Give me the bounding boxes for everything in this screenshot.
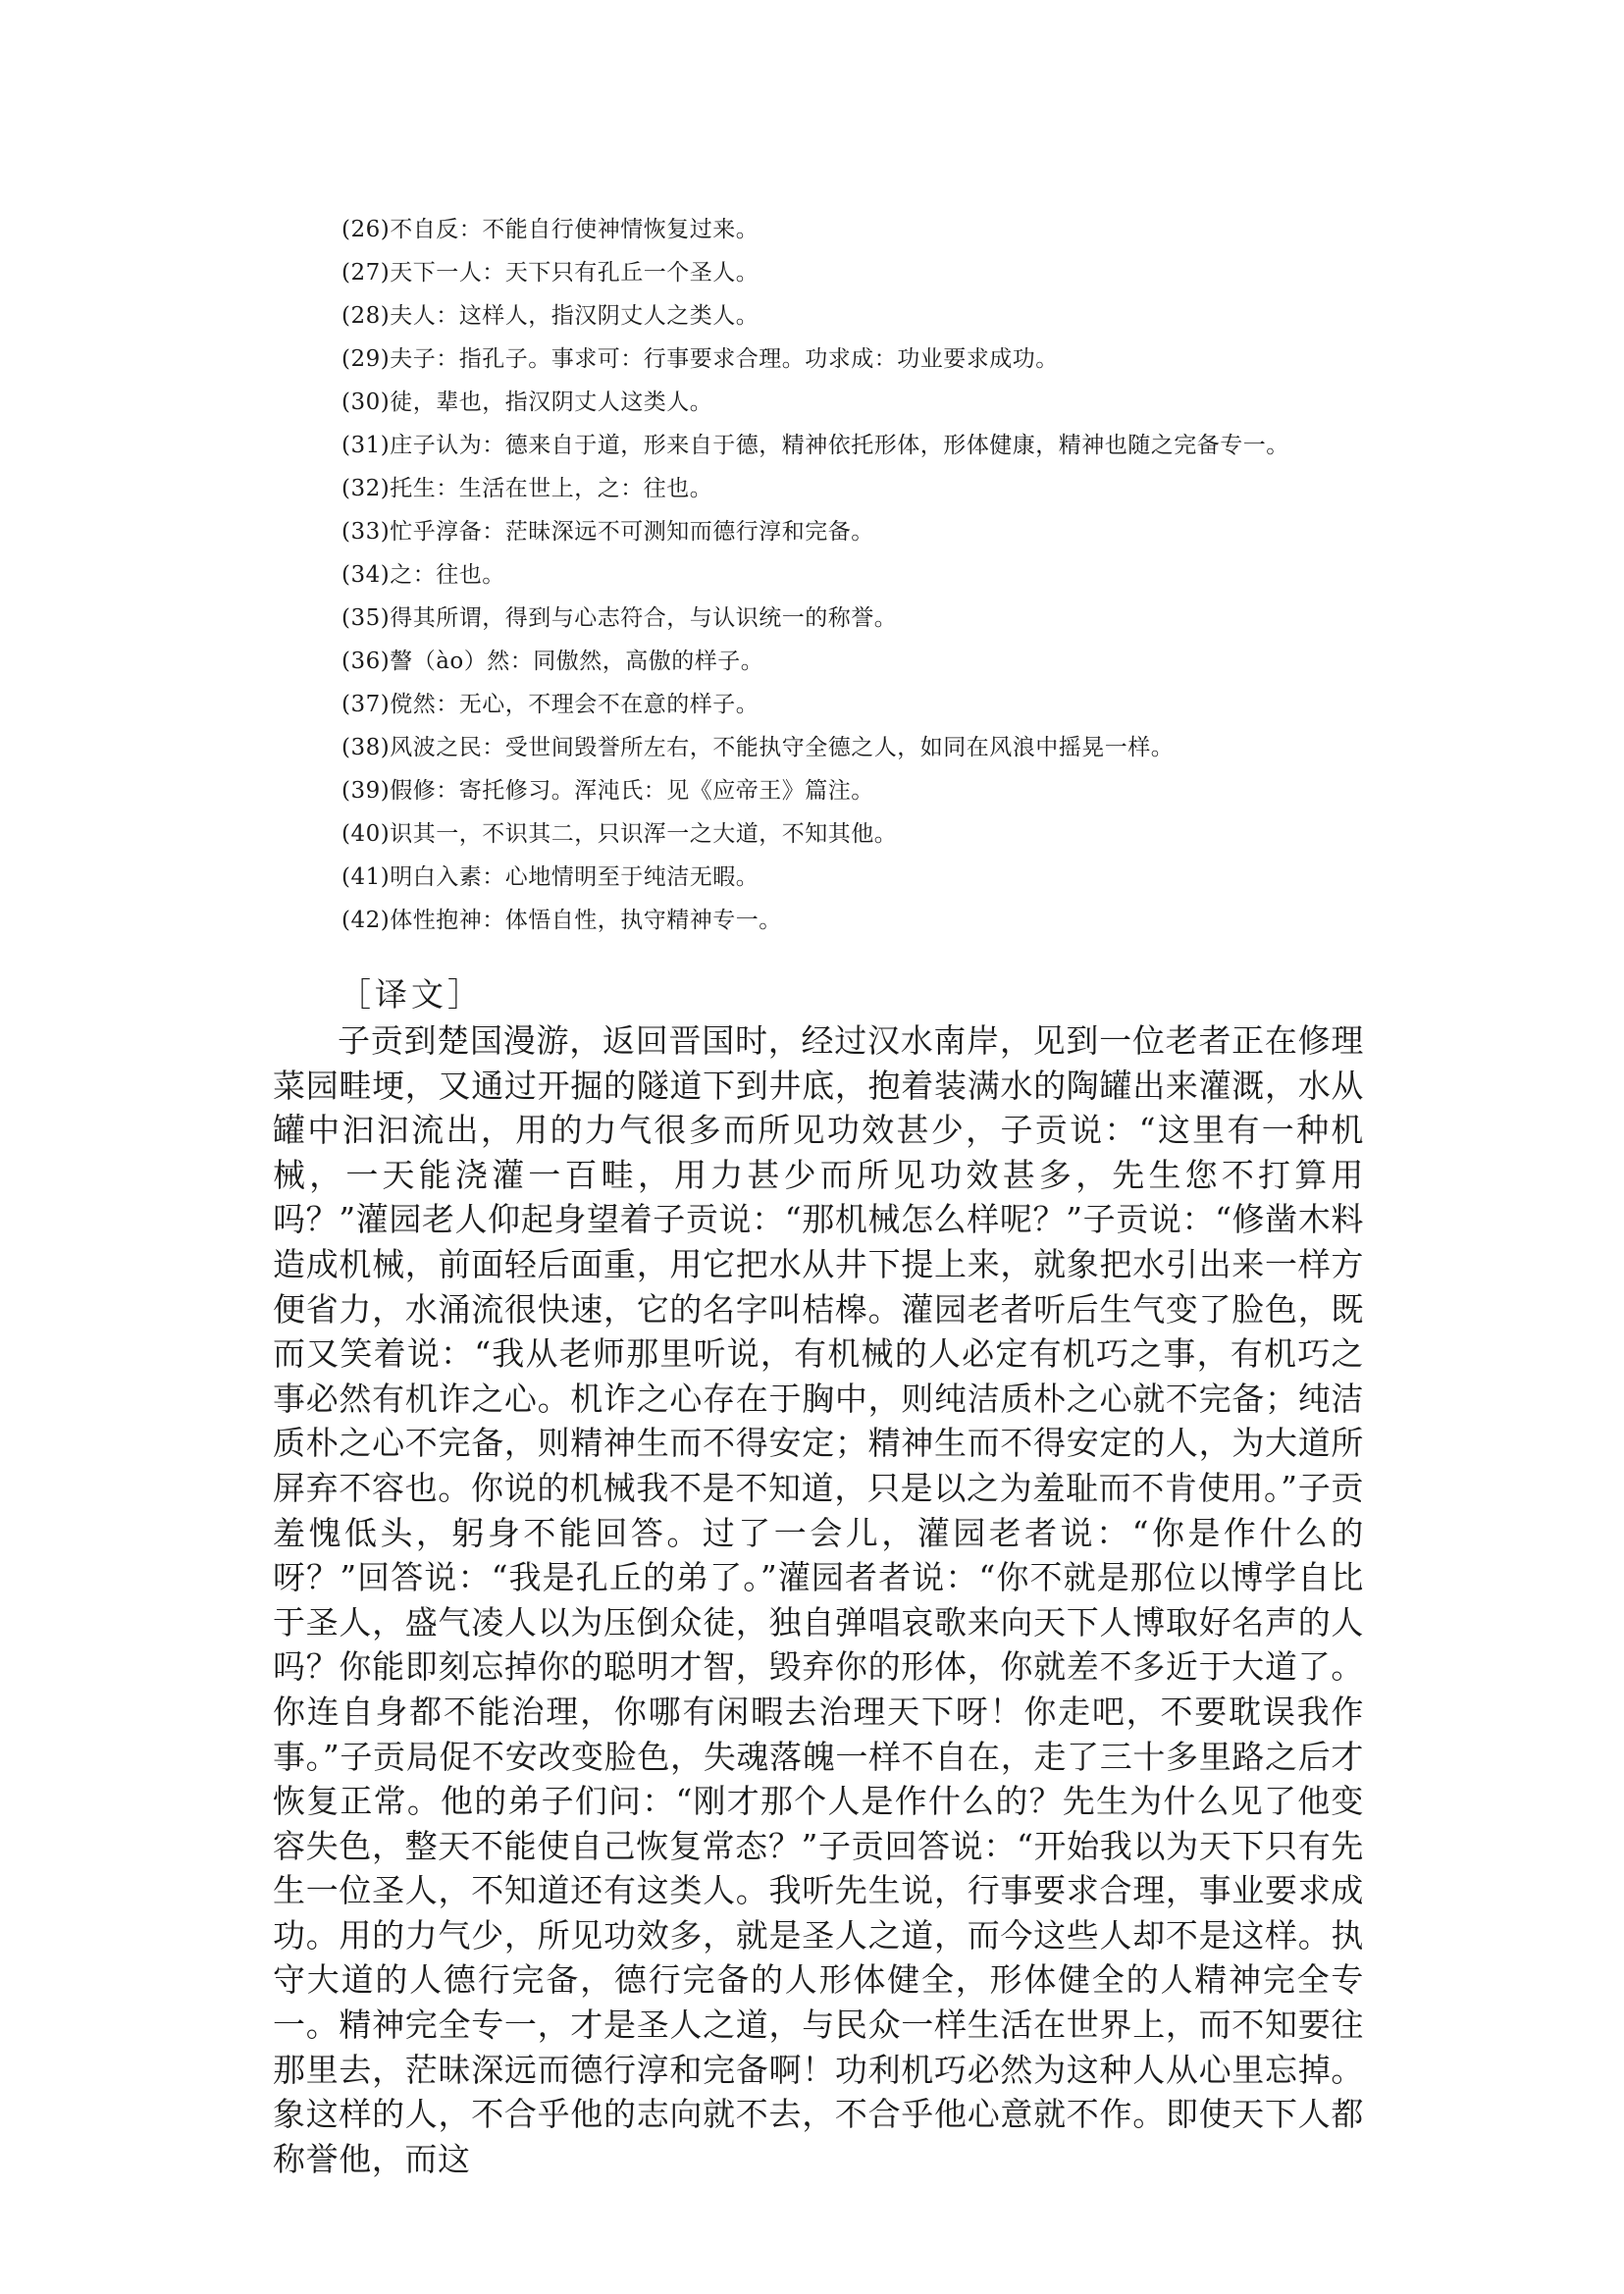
note-30: (30)徒，辈也，指汉阴丈人这类人。 [341, 390, 713, 415]
note-39: (39)假修：寄托修习。浑沌氏：见《应帝王》篇注。 [341, 778, 874, 804]
note-28: (28)夫人：这样人，指汉阴丈人之类人。 [341, 303, 760, 329]
note-41: (41)明白入素：心地情明至于纯洁无暇。 [341, 864, 760, 890]
note-29: (29)夫子：指孔子。事求可：行事要求合理。功求成：功业要求成功。 [341, 346, 1059, 372]
note-42: (42)体性抱神：体悟自性，执守精神专一。 [341, 908, 782, 933]
note-37: (37)傥然：无心，不理会不在意的样子。 [341, 692, 760, 717]
note-27: (27)天下一人：天下只有孔丘一个圣人。 [341, 260, 760, 286]
note-26: (26)不自反：不能自行使神情恢复过来。 [341, 217, 760, 242]
note-32: (32)托生：生活在世上，之：往也。 [341, 476, 713, 501]
note-35: (35)得其所谓，得到与心志符合，与认识统一的称誉。 [341, 605, 898, 631]
note-34: (34)之：往也。 [341, 562, 505, 588]
note-36: (36)謷（ào）然：同傲然，高傲的样子。 [341, 649, 764, 674]
annotation-notes [341, 208, 1372, 942]
note-31: (31)庄子认为：德来自于道，形来自于德，精神依托形体，形体健康，精神也随之完备专一。 [341, 433, 1289, 458]
note-38: (38)风波之民：受世间毁誉所左右，不能执守全德之人，如同在风浪中摇晃一样。 [341, 735, 1175, 760]
note-40: (40)识其一，不识其二，只识浑一之大道，不知其他。 [341, 821, 898, 847]
translation-heading: ［译文］ [339, 975, 484, 1014]
translation-paragraph: 子贡到楚国漫游，返回晋国时，经过汉水南岸，见到一位老者正在修理菜园畦埂，又通过开掘的隧道下到井底，抱着装满水的陶罐出来灌溉，水从罐中汩汩流出，用的力气很多而所见功效甚少，子贡说：“这里有一种机械，一天能浇灌一百畦，用力甚少而所见功效甚多，先生您不打算用吗？”灌园老人仰起身望着子贡说：“那机械怎么样呢？”子贡说：“修凿木料造成机械，前面轻后面重，用它把水从井下提上来，就象把水引出来一样方便省力，水涌流很快速，它的名字叫桔槔。灌园老者听后生气变了脸色，既而又笑着说：“我从老师那里听说，有机械的人必定有机巧之事，有机巧之事必然有机诈之心。机诈之心存在于胸中，则纯洁质朴之心就不完备；纯洁质朴之心不完备，则精神生而不得安定；精神生而不得安定的人，为大道所屏弃不容也。你说的机械我不是不知道，只是以之为羞耻而不肯使用。”子贡羞愧低头，躬身不能回答。过了一会儿，灌园老者说：“你是作什么的呀？”回答说：“我是孔丘的弟了。”灌园者者说：“你不就是那位以博学自比于圣人，盛气凌人以为压倒众徒，独自弹唱哀歌来向天下人博取好名声的人吗？你能即刻忘掉你的聪明才智，毁弃你的形体，你就差不多近于大道了。你连自身都不能治理，你哪有闲暇去治理天下呀！你走吧，不要耽误我作事。”子贡局促不安改变脸色，失魂落魄一样不自在，走了三十多里路之后才恢复正常。他的弟子们问：“刚才那个人是作什么的？先生为什么见了他变容失色，整天不能使自己恢复常态？”子贡回答说：“开始我以为天下只有先生一位圣人，不知道还有这类人。我听先生说，行事要求合理，事业要求成功。用的力气少，所见功效多，就是圣人之道，而今这些人却不是这样。执守大道的人德行完备，德行完备的人形体健全，形体健全的人精神完全专一。精神完全专一，才是圣人之道，与民众一样生活在世界上，而不知要往那里去，茫昧深远而德行淳和完备啊！功利机巧必然为这种人从心里忘掉。象这样的人，不合乎他的志向就不去，不合乎他心意就不作。即使天下人都称誉他，而这 [273, 1021, 1364, 2178]
note-33: (33)忙乎淳备：茫昧深远不可测知而德行淳和完备。 [341, 519, 874, 545]
